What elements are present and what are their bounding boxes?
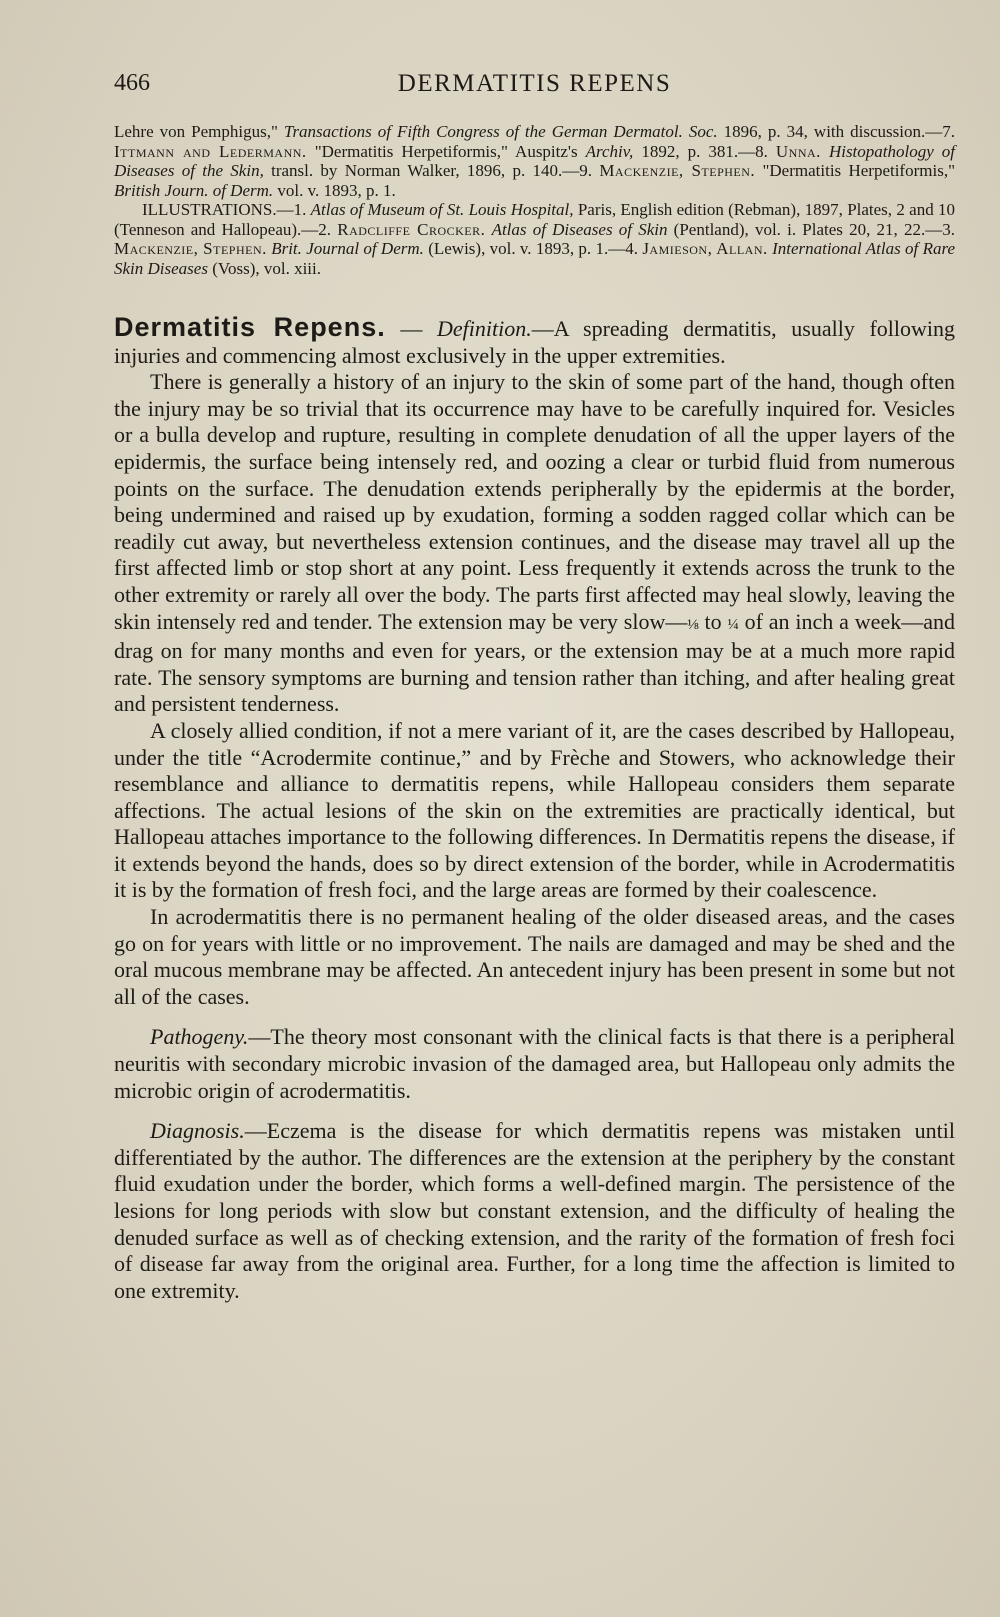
fraction-quarter: ¼: [727, 616, 739, 633]
references-block: [114, 122, 955, 278]
article-definition: Dermatitis Repens. — Definition.—A spreading dermatitis, usually following injuries and commencing almost exclusively in the upper extremities.: [114, 312, 955, 368]
page-number: 466: [114, 70, 150, 96]
definition-label: Definition.: [436, 316, 532, 341]
paragraph-diagnosis: Diagnosis.—Eczema is the disease for which dermatitis repens was mistaken until differentiated by the author. The differences are the extension at the periphery by the constant fluid exudation under the border, which forms a well-defined margin. The persistence of the lesions for long periods with slow but constant extension, and the difficulty of healing the denuded surface as well as of checking extension, and the rarity of the formation of fresh foci of disease far away from the original area. Further, for a long time the affection is limited to one extremity.: [114, 1118, 955, 1303]
pathogeny-label: Pathogeny.: [150, 1024, 249, 1050]
diagnosis-label: Diagnosis.: [150, 1118, 245, 1144]
paragraph-pathogeny: Pathogeny.—The theory most consonant with the clinical facts is that there is a peripheral neuritis with secondary microbic invasion of the damaged area, but Hallopeau only admits the microbic origin of acrodermatitis.: [114, 1024, 955, 1103]
paragraph-history: There is generally a history of an injury to the skin of some part of the hand, though often the injury may be so trivial that its occurrence may have to be carefully inquired for. Vesicles or a bulla develop and rupture, resulting in complete denudation of all the upper layers of the epidermis, the surface being intensely red, and oozing a clear or turbid fluid from numerous points on the surface. The denudation extends peripherally by the epidermis at the border, being undermined and raised up by exudation, forming a sodden ragged collar which can be readily cut away, but nevertheless extension continues, and the disease may travel all up the first affected limb or stop short at any point. Less frequently it extends across the trunk to the other extremity or rarely all over the body. The parts first affected may heal slowly, leaving the skin intensely red and tender. The extension may be very slow—⅛ to ¼ of an inch a week—and drag on for many months and even for years, or the extension may be at a much more rapid rate. The sensory symptoms are burning and tension rather than itching, and after healing great and persistent tenderness.: [114, 369, 955, 717]
article-heading: Dermatitis Repens.: [114, 312, 386, 342]
bibliography-continuation: Lehre von Pemphigus," Transactions of Fifth Congress of the German Dermatol. Soc. 1896, p. 34, with discussion.—7. Ittmann and Ledermann. "Dermatitis Herpetiformis," Auspitz's Archiv, 1892, p. 381.—8. Unna. Histopathology of Diseases of the Skin, transl. by Norman Walker, 1896, p. 140.—9. Mackenzie, Stephen. "Dermatitis Herpetiformis," British Journ. of Derm. vol. v. 1893, p. 1.: [114, 122, 956, 200]
paragraph-allied-condition: A closely allied condition, if not a mere variant of it, are the cases described by Hallopeau, under the title “Acrodermite continue,” and by Frèche and Stowers, who acknowledge their resemblance and alliance to dermatitis repens, while Hallopeau considers them separate affections. The actual lesions of the skin on the extremities are practically identical, but Hallopeau attaches importance to the following differences. In Dermatitis repens the disease, if it extends beyond the hands, does so by direct extension of the border, while in Acrodermatitis it is by the formation of fresh foci, and the large areas are formed by their coalescence.: [114, 717, 955, 903]
paragraph-acrodermatitis: In acrodermatitis there is no permanent healing of the older diseased areas, and the cases go on for years with little or no improvement. The nails are damaged and may be shed and the oral mucous membrane may be affected. An antecedent injury has been present in some but not all of the cases.: [114, 904, 955, 1009]
running-title: DERMATITIS REPENS: [397, 70, 672, 97]
article-body: [114, 314, 955, 1304]
illustrations-list: ILLUSTRATIONS.—1. Atlas of Museum of St. Louis Hospital, Paris, English edition (Rebman), 1897, Plates, 2 and 10 (Tenneson and Hallopeau).—2. Radcliffe Crocker. Atlas of Diseases of Skin (Pentland), vol. i. Plates 20, 21, 22.—3. Mackenzie, Stephen. Brit. Journal of Derm. (Lewis), vol. v. 1893, p. 1.—4. Jamieson, Allan. International Atlas of Rare Skin Diseases (Voss), vol. xiii.: [114, 200, 955, 278]
fraction-eighth: ⅛: [687, 616, 699, 633]
page-header: [114, 58, 955, 118]
